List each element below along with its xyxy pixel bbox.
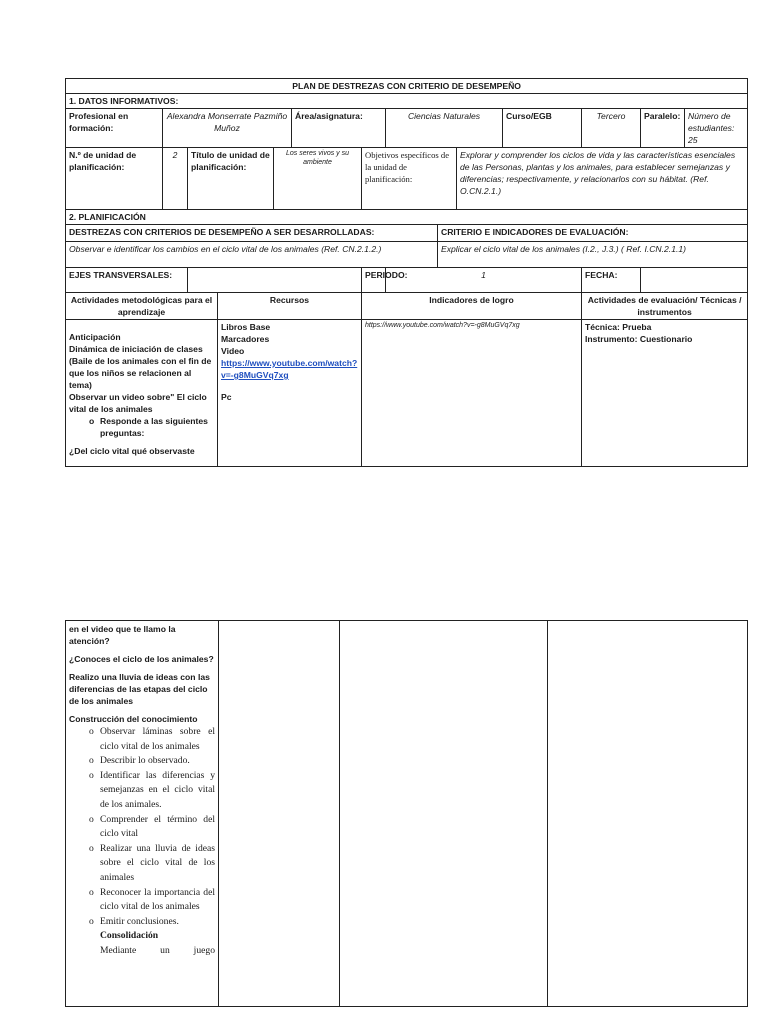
pregunta1-start: ¿Del ciclo vital qué observaste [69, 446, 195, 456]
recurso-libros: Libros Base [221, 322, 271, 332]
area-value: Ciencias Naturales [386, 109, 503, 148]
profesional-label: Profesional en formación: [66, 109, 163, 148]
plan-table-page1 [65, 78, 748, 467]
indicador-link: https://www.youtube.com/watch?v=-g8MuGVq7xg [365, 322, 520, 329]
periodo-label: PERIODO: [362, 268, 386, 293]
observar-video-text: Observar un video sobre" El ciclo vital de los animales [69, 392, 207, 414]
evaluacion-continuacion-cell [548, 621, 748, 1007]
fecha-label: FECHA: [582, 268, 641, 293]
construccion-item: o Realizar una lluvia de ideas sobre el ciclo vital de los animales [87, 842, 215, 886]
unidad-value: 2 [163, 148, 188, 210]
unidad-label: N.º de unidad de planificación: [66, 148, 163, 210]
actividades-continuacion-cell [66, 621, 219, 1007]
construccion-item: o Observar láminas sobre el ciclo vital de los animales [87, 725, 215, 754]
construccion-item: o Reconocer la importancia del ciclo vital de los animales [87, 886, 215, 915]
construccion-list [69, 725, 215, 929]
destreza-text: Observar e identificar los cambios en el ciclo vital de los animales (Ref. CN.2.1.2.) [66, 242, 438, 268]
destrezas-header: DESTREZAS CON CRITERIOS DE DESEMPEÑO A SER DESARROLLADAS: [66, 225, 438, 242]
video-link[interactable]: https://www.youtube.com/watch?v=-g8MuGVq7xg [221, 358, 358, 380]
objetivos-value: Explorar y comprender los ciclos de vida y las características esenciales de las Personas, plantas y los animales, para establecer semejanzas y diferencias; respectivamente, y relacionarlos con su hábitat. (Ref. O.CN.2.1.) [457, 148, 748, 210]
pregunta2-text: ¿Conoces el ciclo de los animales? [69, 654, 214, 664]
plan-title: PLAN DE DESTREZAS CON CRITERIO DE DESEMPEÑO [66, 79, 748, 94]
anticipacion-heading: Anticipación [69, 332, 121, 342]
criterio-text: Explicar el ciclo vital de los animales (I.2., J.3.) ( Ref. I.CN.2.1.1) [438, 242, 748, 268]
recursos-cell [218, 320, 362, 467]
ejes-value [188, 268, 362, 293]
instrumento-text: Instrumento: Cuestionario [585, 334, 693, 344]
objetivos-label: Objetivos específicos de la unidad de planificación: [362, 148, 457, 210]
titulo-label: Título de unidad de planificación: [188, 148, 274, 210]
periodo-value: 1 [386, 268, 582, 293]
construccion-item: o Emitir conclusiones. [87, 915, 215, 930]
evaluacion-cell [582, 320, 748, 467]
responde-list [69, 415, 214, 439]
responde-item: o Responde a las siguientes preguntas: [87, 415, 214, 439]
curso-value: Tercero [582, 109, 641, 148]
profesional-value: Alexandra Monserrate Pazmiño Muñoz [163, 109, 292, 148]
col-recursos: Recursos [218, 293, 362, 320]
construccion-item: o Identificar las diferencias y semejanzas en el ciclo vital de los animales. [87, 769, 215, 813]
indicadores-cell [362, 320, 582, 467]
tecnica-text: Técnica: Prueba [585, 322, 652, 332]
estudiantes-value: Número de estudiantes: 25 [685, 109, 748, 148]
section-planificacion: 2. PLANIFICACIÓN [66, 210, 748, 225]
fecha-value [641, 268, 748, 293]
col-indicadores: Indicadores de logro [362, 293, 582, 320]
ejes-label: EJES TRANSVERSALES: [66, 268, 188, 293]
recurso-video: Video [221, 346, 245, 356]
construccion-heading: Construcción del conocimiento [69, 714, 198, 724]
recurso-pc: Pc [221, 392, 232, 402]
consolidacion-heading: Consolidación [100, 930, 159, 942]
recurso-marcadores: Marcadores [221, 334, 270, 344]
recursos-continuacion-cell [219, 621, 340, 1007]
lluvia-text: Realizo una lluvia de ideas con las diferencias de las etapas del ciclo de los animales [69, 672, 210, 706]
pregunta1-end: en el video que te llamo la atención? [69, 624, 176, 646]
dinamica-text: Dinámica de iniciación de clases (Baile de los animales con el fin de que los niños se relacionen al tema) [69, 344, 212, 390]
plan-table-page2 [65, 620, 748, 1007]
mediante-text: Mediante un juego [100, 944, 215, 956]
actividades-cell [66, 320, 218, 467]
indicadores-continuacion-cell [340, 621, 548, 1007]
section-datos-informativos: 1. DATOS INFORMATIVOS: [66, 94, 748, 109]
col-evaluacion: Actividades de evaluación/ Técnicas / instrumentos [582, 293, 748, 320]
construccion-item: o Comprender el término del ciclo vital [87, 813, 215, 842]
paralelo-label: Paralelo: [641, 109, 685, 148]
titulo-value: Los seres vivos y su ambiente [274, 148, 362, 210]
curso-label: Curso/EGB [503, 109, 582, 148]
criterio-header: CRITERIO E INDICADORES DE EVALUACIÓN: [438, 225, 748, 242]
col-actividades: Actividades metodológicas para el aprendizaje [66, 293, 218, 320]
construccion-item: o Describir lo observado. [87, 754, 215, 769]
area-label: Área/asignatura: [292, 109, 386, 148]
